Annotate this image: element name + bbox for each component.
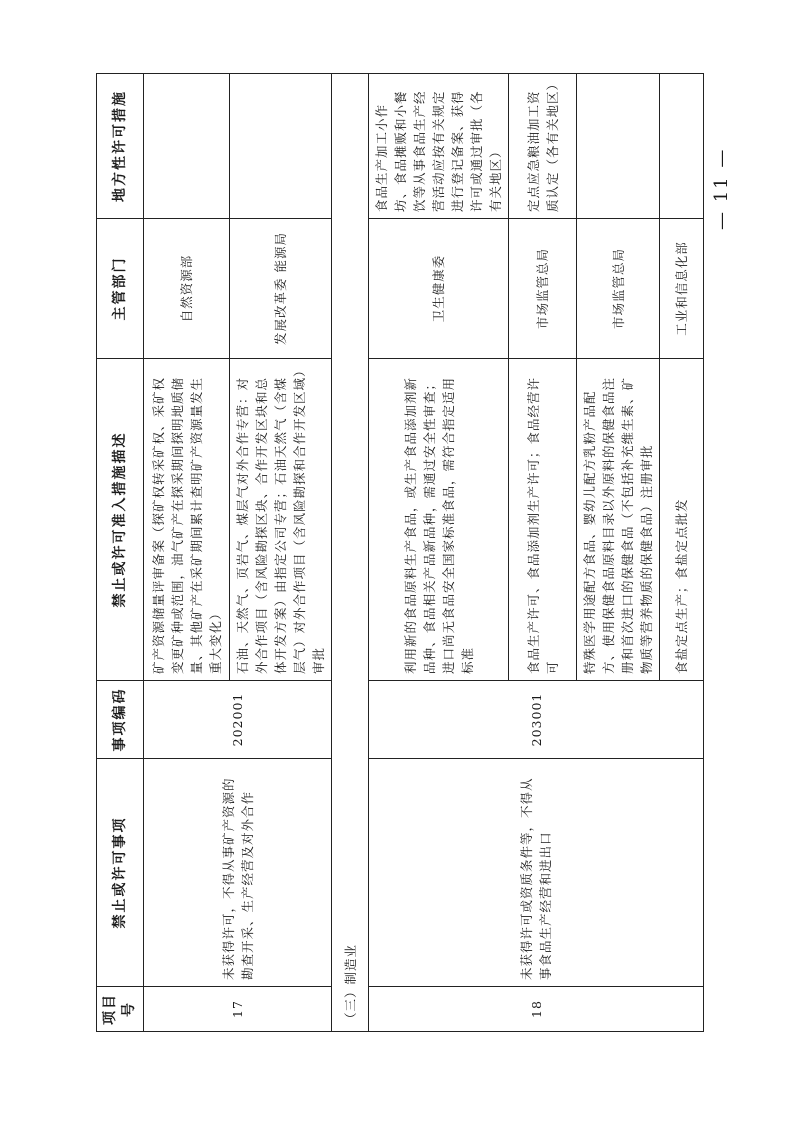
measure-cell: 食品生产许可、食品添加剂生产许可；食品经营许可	[509, 359, 577, 681]
header-dept: 主管部门	[97, 219, 144, 359]
measure-cell: 矿产资源储量评审备案（探矿权转采矿权、采矿权变更矿种或范围，油气矿产在探采期间探明地质储量、其他矿产在采矿期间累计查明矿产资源量发生重大变化）	[144, 359, 230, 681]
section-label: （三）制造业	[332, 74, 369, 1032]
local-cell: 食品生产加工小作坊、食品摊贩和小餐饮等从事食品生产经营活动应按有关规定进行登记备案、获得许可或通过审批（各有关地区）	[369, 74, 509, 219]
header-code: 事项编码	[97, 681, 144, 759]
matter-cell: 未获得许可，不得从事矿产资源的勘查开采、生产经营及对外合作	[144, 759, 332, 987]
local-cell	[230, 74, 332, 219]
code-cell: 202001	[144, 681, 332, 759]
dept-cell: 工业和信息化部	[660, 219, 704, 359]
matter-cell: 未获得许可或资质条件等，不得从事食品生产经营和进出口	[369, 759, 704, 987]
dept-cell: 卫生健康委	[369, 219, 509, 359]
rotated-page	[96, 74, 743, 1032]
dept-cell: 自然资源部	[144, 219, 230, 359]
header-item-no: 项目号	[97, 987, 144, 1032]
header-matter: 禁止或许可事项	[97, 759, 144, 987]
local-cell: 定点应急粮油加工资质认定（各有关地区）	[509, 74, 577, 219]
measure-cell: 利用新的食品原料生产食品，或生产食品添加剂新品种、食品相关产品新品种，需通过安全性审查；进口尚无食品安全国家标准食品，需符合指定适用标准	[369, 359, 509, 681]
dept-cell: 发展改革委 能源局	[230, 219, 332, 359]
local-cell	[577, 74, 660, 219]
code-cell: 203001	[369, 681, 704, 759]
header-row	[97, 74, 144, 1032]
item-no-cell: 17	[144, 987, 332, 1032]
section-row	[332, 74, 369, 1032]
measure-cell: 食盐定点生产；食盐定点批发	[660, 359, 704, 681]
measure-cell: 石油、天然气、页岩气、煤层气对外合作专营：对外合作项目（含风险勘探区块、合作开发区块和总体开发方案）由指定公司专营；石油天然气（含煤层气）对外合作项目（含风险勘探和合作开发区域）审批	[230, 359, 332, 681]
header-local: 地方性许可措施	[97, 74, 144, 219]
dept-cell: 市场监管总局	[509, 219, 577, 359]
item-no-cell: 18	[369, 987, 704, 1032]
measure-cell: 特殊医学用途配方食品、婴幼儿配方乳粉产品配方、使用保健食品原料目录以外原料的保健食品注册和首次进口的保健食品（不包括补充维生素、矿物质等营养物质的保健食品）注册审批	[577, 359, 660, 681]
page-number: — 11 —	[711, 147, 732, 230]
regulation-table	[96, 73, 704, 1032]
local-cell	[144, 74, 230, 219]
table-row	[144, 74, 230, 1032]
dept-cell: 市场监管总局	[577, 219, 660, 359]
table-row	[369, 74, 509, 1032]
header-measure: 禁止或许可准入措施描述	[97, 359, 144, 681]
